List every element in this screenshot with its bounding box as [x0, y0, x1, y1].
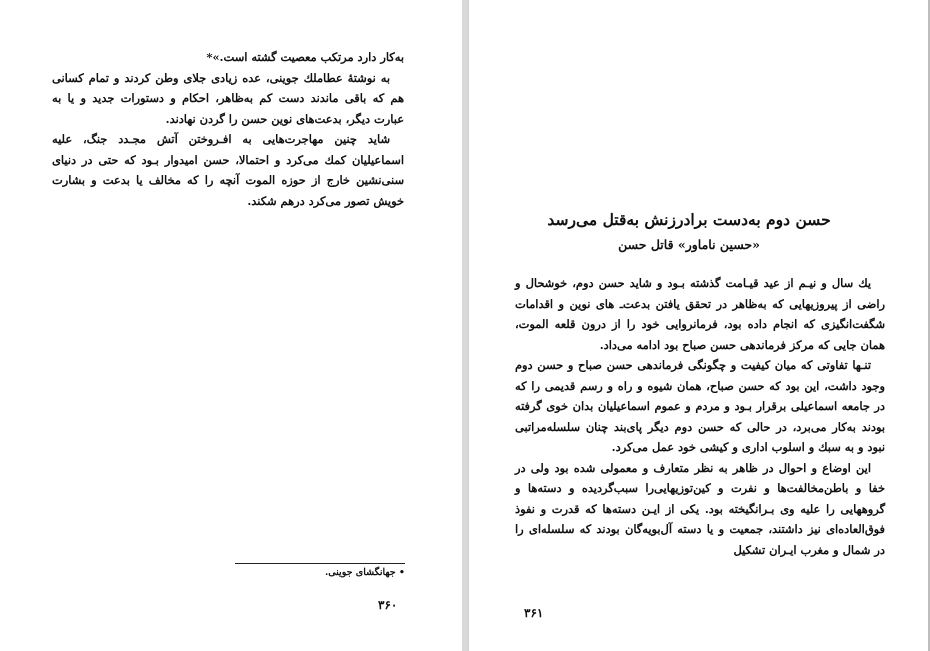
footnote: • جهانگشای جوینی.: [324, 567, 405, 578]
page-number-left: ۳۶۰: [378, 598, 398, 612]
right-paragraph-2: تنـها تفاوتی که میان کیفیت و چگونگی فرماندهی حسن صباح و حسن دوم وجود داشت، این بود که حسن صباح، همان شیوه و راه و رسم قدیمی را که در جامعه اسماعیلی برقرار بـود و مردم و عموم اسماعیلیان بدان خوی گرفته بودند به‌کار می‌برد، در حالی که حسن دوم دیگر پای‌بند چنان سلسله‌مراتبی نبود و به سبك و اسلوب اداری و کیشی خود عمل می‌کرد.: [515, 358, 885, 454]
left-page: [0, 0, 463, 651]
right-page: [468, 0, 929, 651]
left-paragraph-2: به نوشتهٔ عطاملك جوینی، عده زیادی جلای وطن کردند و تمام کسانی هم که باقی ماندند دست کم به‌ظاهر، احکام و دستورات جدید و یا به عبارت دیگر، بدعت‌های نوین حسن را گردن نهادند.: [52, 70, 404, 126]
left-paragraph-1: به‌کار دارد مرتکب معصیت گشته است.»*: [206, 50, 404, 64]
left-page-body: [52, 47, 404, 211]
right-page-body: [515, 273, 885, 560]
chapter-title: حسن دوم به‌دست برادرزنش به‌قتل می‌رسد: [547, 210, 831, 229]
footnote-divider: [235, 563, 405, 564]
left-paragraph-3: شاید چنین مهاجرت‌هایی به افـروختن آتش مجـدد جنگ، علیه اسماعیلیان کمك می‌کرد و احتمالا، حسن امیدوار بـود که حتی در دنیای سنی‌نشین خارج از حوزه الموت آنچه را که مخالف یا بدعت و بشارت خویش تصور می‌کرد درهم شکند.: [52, 132, 404, 208]
right-paragraph-3: این اوضاع و احوال در ظاهر به نظر متعارف و معمولی شده بود ولی در خفا و باطن‌مخالفت‌ها و نفرت و کین‌توزیهایی‌را سبب‌گردیده و دسته‌ها و گروههایی را علیه وی بـرانگیخته بود. یکی از ایـن دسته‌ها که قدرت و نفوذ فوق‌العاده‌ای نیز داشتند، جمعیت و یا دسته آل‌بویه‌گان بودند که سلسله‌ای را در شمال و مغرب ایـران تشکیل: [515, 460, 885, 557]
chapter-subtitle: «حسین ناماور» قاتل حسن: [618, 237, 760, 252]
page-number-right: ۳۶۱: [524, 606, 544, 620]
right-paragraph-1: یك سال و نیـم از عید قیـامت گذشته بـود و شاید حسن دوم، خوشحال و راضی از پیروزیهایی که به‌ظاهر در تحقق یافتن بدعت‌ـ های نوین و اقدامات شگفت‌انگیزی که انجام داده بود، فرمانروایی خود را از درون قلعه الموت، همان جایی که مرکز فرماندهی حسن صباح بود ادامه می‌داد.: [515, 276, 885, 352]
